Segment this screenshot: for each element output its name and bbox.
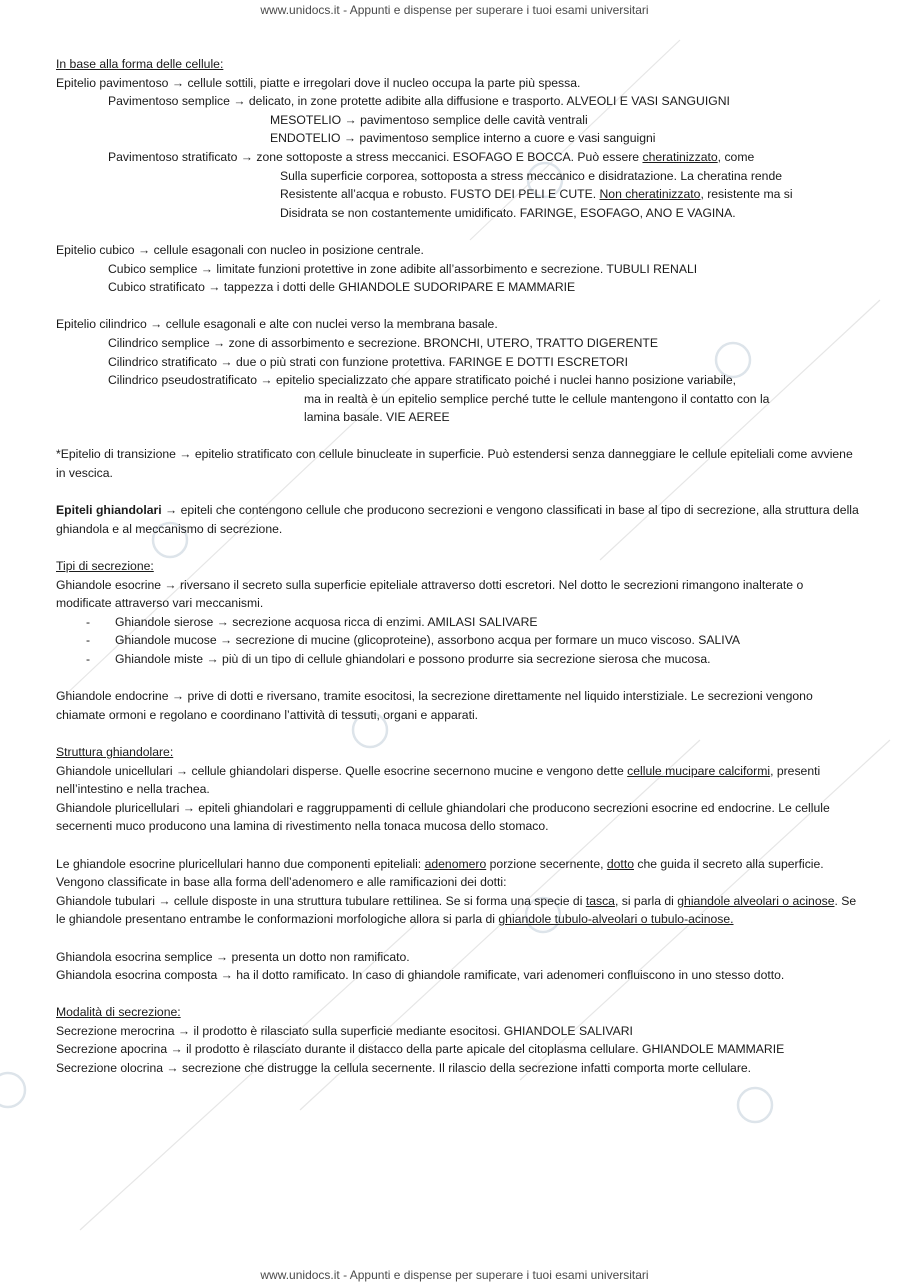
cil-pseudo-line-3: lamina basale. VIE AEREE [304,410,450,425]
pav-strat-line-4: Disidrata se non costantemente umidificato. FARINGE, ESOFAGO, ANO E VAGINA. [280,205,736,220]
cil-pseudo-line: Cilindrico pseudostratificato → epitelio specializzato che appare stratificato poiché i nuclei hanno posizione variabile, [108,373,737,388]
cub-strat-line: Cubico stratificato → tappezza i dotti delle GHIANDOLE SUDORIPARE E MAMMARIE [108,280,576,295]
pav-line: Epitelio pavimentoso → cellule sottili, piatte e irregolari dove il nucleo occupa la parte più spessa. [56,75,581,90]
endocrine-paragraph: Ghiandole endocrine → prive di dotti e riversano, tramite esocitosi, la secrezione direttamente nel liquido interstiziale. Le secrezioni vengono chiamate ormoni e regolano e coordinano l’attività di tessuti, organi e apparati. [56,689,813,722]
watermark-footer: www.unidocs.it - Appunti e dispense per superare i tuoi esami universitari [260,1268,649,1282]
cub-semplice-line: Cubico semplice → limitate funzioni protettive in zone adibite all’assorbimento e secrezione. TUBULI RENALI [108,261,698,276]
section-title-tipi: Tipi di secrezione: [56,559,154,574]
section-title-modalita: Modalità di secrezione: [56,1005,181,1020]
cub-line: Epitelio cubico → cellule esagonali con nucleo in posizione centrale. [56,242,424,257]
ghiandolari-paragraph: Epiteli ghiandolari → epiteli che contengono cellule che producono secrezioni e vengono classificati in base al tipo di secrezione, alla struttura della ghiandola e al meccanismo di secrezione. [56,503,859,536]
mesotelio-line: MESOTELIO → pavimentoso semplice delle cavità ventrali [270,112,588,127]
pav-strat-line: Pavimentoso stratificato → zone sottoposte a stress meccanici. ESOFAGO E BOCCA. Può essere cheratinizzato, come [108,149,755,164]
pluricellulari-paragraph: Ghiandole pluricellulari → epiteli ghiandolari e raggruppamenti di cellule ghiandolari che producono secrezioni esocrine ed endocrine. Le cellule secernenti muco producono una lamina di rivestimento nella tonaca mucosa dello stomaco. [56,800,830,834]
cil-strat-line: Cilindrico stratificato → due o più strati con funzione protettiva. FARINGE E DOTTI ESCRETORI [108,354,628,369]
olocrina-paragraph: Secrezione olocrina → secrezione che distrugge la cellula secernente. Il rilascio della secrezione infatti comporta morte cellulare. [56,1061,752,1076]
pav-strat-line-2: Sulla superficie corporea, sottoposta a stress meccanico e disidratazione. La cheratina rende [280,168,782,183]
semplice-line: Ghiandola esocrina semplice → presenta un dotto non ramificato. [56,949,410,964]
tubulari-paragraph: Ghiandole tubulari → cellule disposte in una struttura tubulare rettilinea. Se si forma una specie di tasca, si parla di ghiandole alveolari o acinose. Se le ghiandole presentano entrambe le conformazioni morfologiche allora si parla di ghiandole tubulo-alveolari o tubulo-acinose. [56,893,857,927]
cil-line: Epitelio cilindrico → cellule esagonali e alte con nuclei verso la membrana basale. [56,317,498,332]
section-title-forma: In base alla forma delle cellule: [56,57,224,71]
watermark-header: www.unidocs.it - Appunti e dispense per superare i tuoi esami universitari [260,3,649,17]
componenti-paragraph: Le ghiandole esocrine pluricellulari hanno due componenti epiteliali: adenomero porzione secernente, dotto che guida il secreto alla superficie. Vengono classificate in base alla forma dell’adenomero e alle ramificazioni dei dotti: [56,856,824,890]
list-item: - Ghiandole miste → più di un tipo di cellule ghiandolari e possono produrre sia secrezione sierosa che mucosa. [86,652,711,666]
list-item: - Ghiandole mucose → secrezione di mucine (glicoproteine), assorbono acqua per formare un muco viscoso. SALIVA [86,633,741,648]
section-title-struttura: Struttura ghiandolare: [56,744,174,759]
apocrina-paragraph: Secrezione apocrina → il prodotto è rilasciato durante il distacco della parte apicale del citoplasma cellulare. GHIANDOLE MAMMARIE [56,1042,785,1057]
pav-strat-line-3: Resistente all’acqua e robusto. FUSTO DEI PELI E CUTE. Non cheratinizzato, resistente ma si [280,187,793,202]
cil-semplice-line: Cilindrico semplice → zone di assorbimento e secrezione. BRONCHI, UTERO, TRATTO DIGERENTE [108,335,658,350]
unicellulari-paragraph: Ghiandole unicellulari → cellule ghiandolari disperse. Quelle esocrine secernono mucine e vengono dette cellule mucipare calciformi, presenti nell’intestino e nella trachea. [56,763,821,797]
cil-pseudo-line-2: ma in realtà è un epitelio semplice perché tutte le cellule mantengono il contatto con la [304,391,770,406]
esocrine-paragraph: Ghiandole esocrine → riversano il secreto sulla superficie epiteliale attraverso dotti escretori. Nel dotto le secrezioni rimangono inalterate o modificate attraverso vari meccanismi. [56,577,804,611]
transizione-paragraph: *Epitelio di transizione → epitelio stratificato con cellule binucleate in superficie. Può estendersi senza danneggiare le cellule epiteliali come avviene in vescica. [56,447,853,481]
composta-paragraph: Ghiandola esocrina composta → ha il dotto ramificato. In caso di ghiandole ramificate, vari adenomeri confluiscono in uno stesso dotto. [56,968,785,983]
list-item: - Ghiandole sierose → secrezione acquosa ricca di enzimi. AMILASI SALIVARE [86,614,538,629]
endotelio-line: ENDOTELIO → pavimentoso semplice interno a cuore e vasi sanguigni [270,131,656,146]
pav-semplice-line: Pavimentoso semplice → delicato, in zone protette adibite alla diffusione e trasporto. ALVEOLI E VASI SANGUIGNI [108,94,730,109]
merocrina-line: Secrezione merocrina → il prodotto è rilasciato sulla superficie mediante esocitosi. GHIANDOLE SALIVARI [56,1023,633,1038]
document-body [56,55,862,1078]
